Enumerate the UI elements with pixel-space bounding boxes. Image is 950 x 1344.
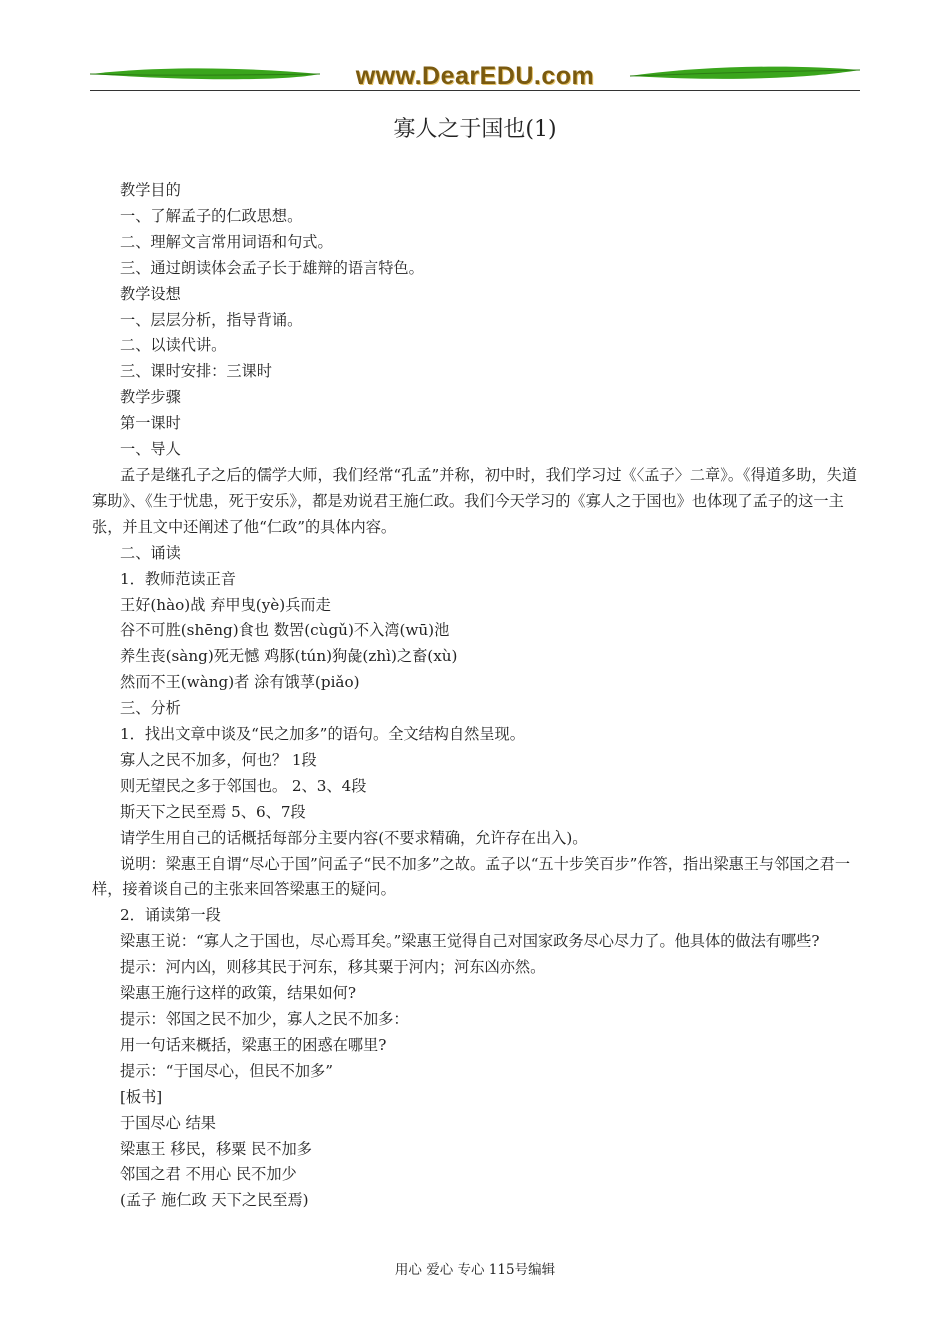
site-logo[interactable]: www.DearEDU.com xyxy=(355,62,595,90)
paragraph: 王好(hào)战 弃甲曳(yè)兵而走 xyxy=(120,595,331,614)
paragraph: 一、了解孟子的仁政思想。 xyxy=(120,206,303,225)
paragraph: 然而不王(wàng)者 涂有饿莩(piǎo) xyxy=(120,673,360,692)
paragraph: 梁惠王 移民，移粟 民不加多 xyxy=(120,1139,312,1158)
paragraph: 三、通过朗读体会孟子长于雄辩的语言特色。 xyxy=(120,258,424,277)
document-title: 寡人之于国也(1) xyxy=(393,117,557,142)
paragraph: 请学生用自己的话概括每部分主要内容(不要求精确，允许存在出入)。 xyxy=(120,828,588,847)
paragraph: 孟子是继孔子之后的儒学大师，我们经常“孔孟”并称，初中时，我们学习过《〈孟子〉二章》。《得道多助，失道寡助》、《生于忧患，死于安乐》，都是劝说君王施仁政。我们今天学习的《寡人之于国也》也体现了孟子的这一主张，并且文中还阐述了他“仁政”的具体内容。 xyxy=(92,465,857,536)
paragraph: 寡人之民不加多，何也？ 1段 xyxy=(120,750,317,769)
section-heading: 教学目的 xyxy=(120,181,181,199)
document-body xyxy=(92,178,860,1214)
paragraph: 则无望民之多于邻国也。 2、3、4段 xyxy=(120,776,367,795)
paragraph: 提示：邻国之民不加少，寡人之民不加多： xyxy=(120,1010,409,1028)
paragraph: 二、诵读 xyxy=(120,543,181,562)
page-footer: 用心 爱心 专心 115号编辑 xyxy=(394,1262,556,1278)
paragraph: 二、以读代讲。 xyxy=(120,336,227,355)
section-heading: 教学步骤 xyxy=(120,388,181,407)
paragraph: 三、分析 xyxy=(120,699,181,718)
paragraph: 一、导人 xyxy=(120,440,181,459)
paragraph: 梁惠王施行这样的政策，结果如何? xyxy=(120,984,356,1003)
paragraph: [板书] xyxy=(120,1087,163,1106)
paragraph: 一、层层分析，指导背诵。 xyxy=(120,310,303,329)
paragraph: 于国尽心 结果 xyxy=(120,1113,216,1132)
paragraph: 梁惠王说：“寡人之于国也，尽心焉耳矣。”梁惠王觉得自己对国家政务尽心尽力了。他具体的做法有哪些? xyxy=(120,932,820,951)
paragraph: 邻国之君 不用心 民不加少 xyxy=(120,1165,297,1184)
section-heading: 第一课时 xyxy=(120,414,181,433)
paragraph: 1．找出文章中谈及“民之加多”的语句。全文结构自然呈现。 xyxy=(120,725,525,744)
section-heading: 教学设想 xyxy=(120,284,181,303)
paragraph: 说明：梁惠王自谓“尽心于国”问孟子“民不加多”之故。孟子以“五十步笑百步”作答，指出梁惠王与邻国之君一样，接着谈自己的主张来回答梁惠王的疑问。 xyxy=(92,854,851,899)
paragraph: 1．教师范读正音 xyxy=(120,569,236,588)
paragraph: 养生丧(sàng)死无憾 鸡豚(tún)狗彘(zhì)之畜(xù) xyxy=(120,647,458,666)
paragraph: 谷不可胜(shēng)食也 数罟(cùgǔ)不入湾(wū)池 xyxy=(120,621,450,640)
paragraph: 用一句话来概括，梁惠王的困惑在哪里? xyxy=(120,1035,387,1054)
paragraph: 提示：河内凶，则移其民于河东，移其粟于河内；河东凶亦然。 xyxy=(120,958,546,977)
paragraph: 三、课时安排：三课时 xyxy=(120,362,272,381)
paragraph: 二、理解文言常用词语和句式。 xyxy=(120,232,333,251)
paragraph: (孟子 施仁政 天下之民至焉) xyxy=(120,1191,309,1210)
header-divider xyxy=(90,90,860,91)
paragraph: 斯天下之民至焉 5、6、7段 xyxy=(120,802,306,821)
paragraph: 提示：“于国尽心，但民不加多” xyxy=(120,1061,333,1080)
paragraph: 2．诵读第一段 xyxy=(120,906,221,925)
